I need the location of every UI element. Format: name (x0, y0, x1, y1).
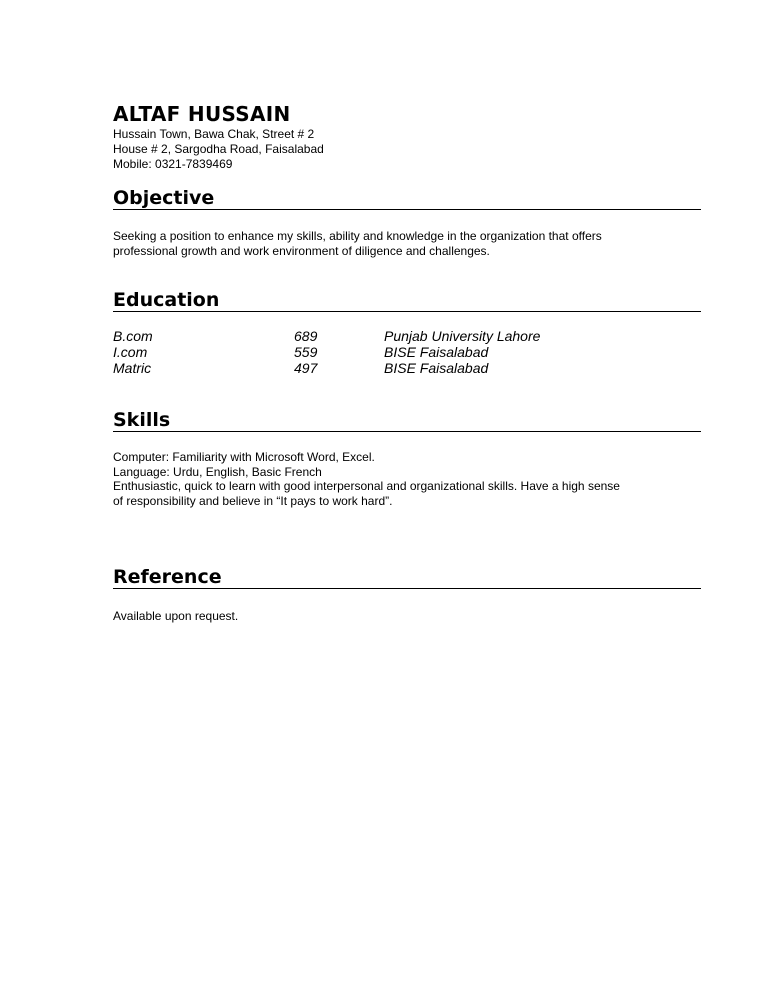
skills-computer: Computer: Familiarity with Microsoft Word, Excel. (113, 450, 375, 464)
education-section (113, 289, 701, 376)
reference-heading: Reference (113, 566, 701, 589)
education-institution: BISE Faisalabad (384, 360, 489, 376)
reference-text: Available upon request. (113, 609, 239, 623)
resume-page (113, 101, 701, 623)
education-degree: Matric (113, 360, 152, 376)
objective-text-line-2: professional growth and work environment of diligence and challenges. (113, 243, 490, 258)
education-institution: BISE Faisalabad (384, 344, 489, 360)
skills-personal-line-2: of responsibility and believe in “It pays to work hard”. (113, 493, 393, 508)
education-marks: 497 (294, 360, 318, 376)
objective-text-line-1: Seeking a position to enhance my skills, ability and knowledge in the organization that offers (113, 229, 602, 243)
reference-section (113, 566, 701, 624)
education-institution: Punjab University Lahore (384, 328, 541, 344)
education-marks: 559 (294, 344, 318, 360)
education-marks: 689 (294, 328, 318, 344)
address-line-2: House # 2, Sargodha Road, Faisalabad (113, 142, 324, 156)
skills-language: Language: Urdu, English, Basic French (113, 464, 322, 479)
education-heading: Education (113, 289, 701, 312)
skills-personal-line-1: Enthusiastic, quick to learn with good interpersonal and organizational skills. Have a high sense (113, 479, 620, 493)
education-row (113, 360, 701, 376)
applicant-name: ALTAF HUSSAIN (113, 102, 291, 126)
objective-heading: Objective (113, 187, 701, 210)
education-row (113, 344, 701, 360)
skills-heading: Skills (113, 409, 701, 432)
objective-section (113, 187, 701, 258)
address-line-1: Hussain Town, Bawa Chak, Street # 2 (113, 127, 315, 141)
mobile-number: Mobile: 0321-7839469 (113, 157, 233, 171)
education-table (113, 328, 701, 376)
education-degree: B.com (113, 328, 153, 344)
skills-section (113, 409, 701, 508)
contact-header (113, 101, 701, 172)
education-degree: I.com (113, 344, 148, 360)
education-row (113, 328, 701, 344)
